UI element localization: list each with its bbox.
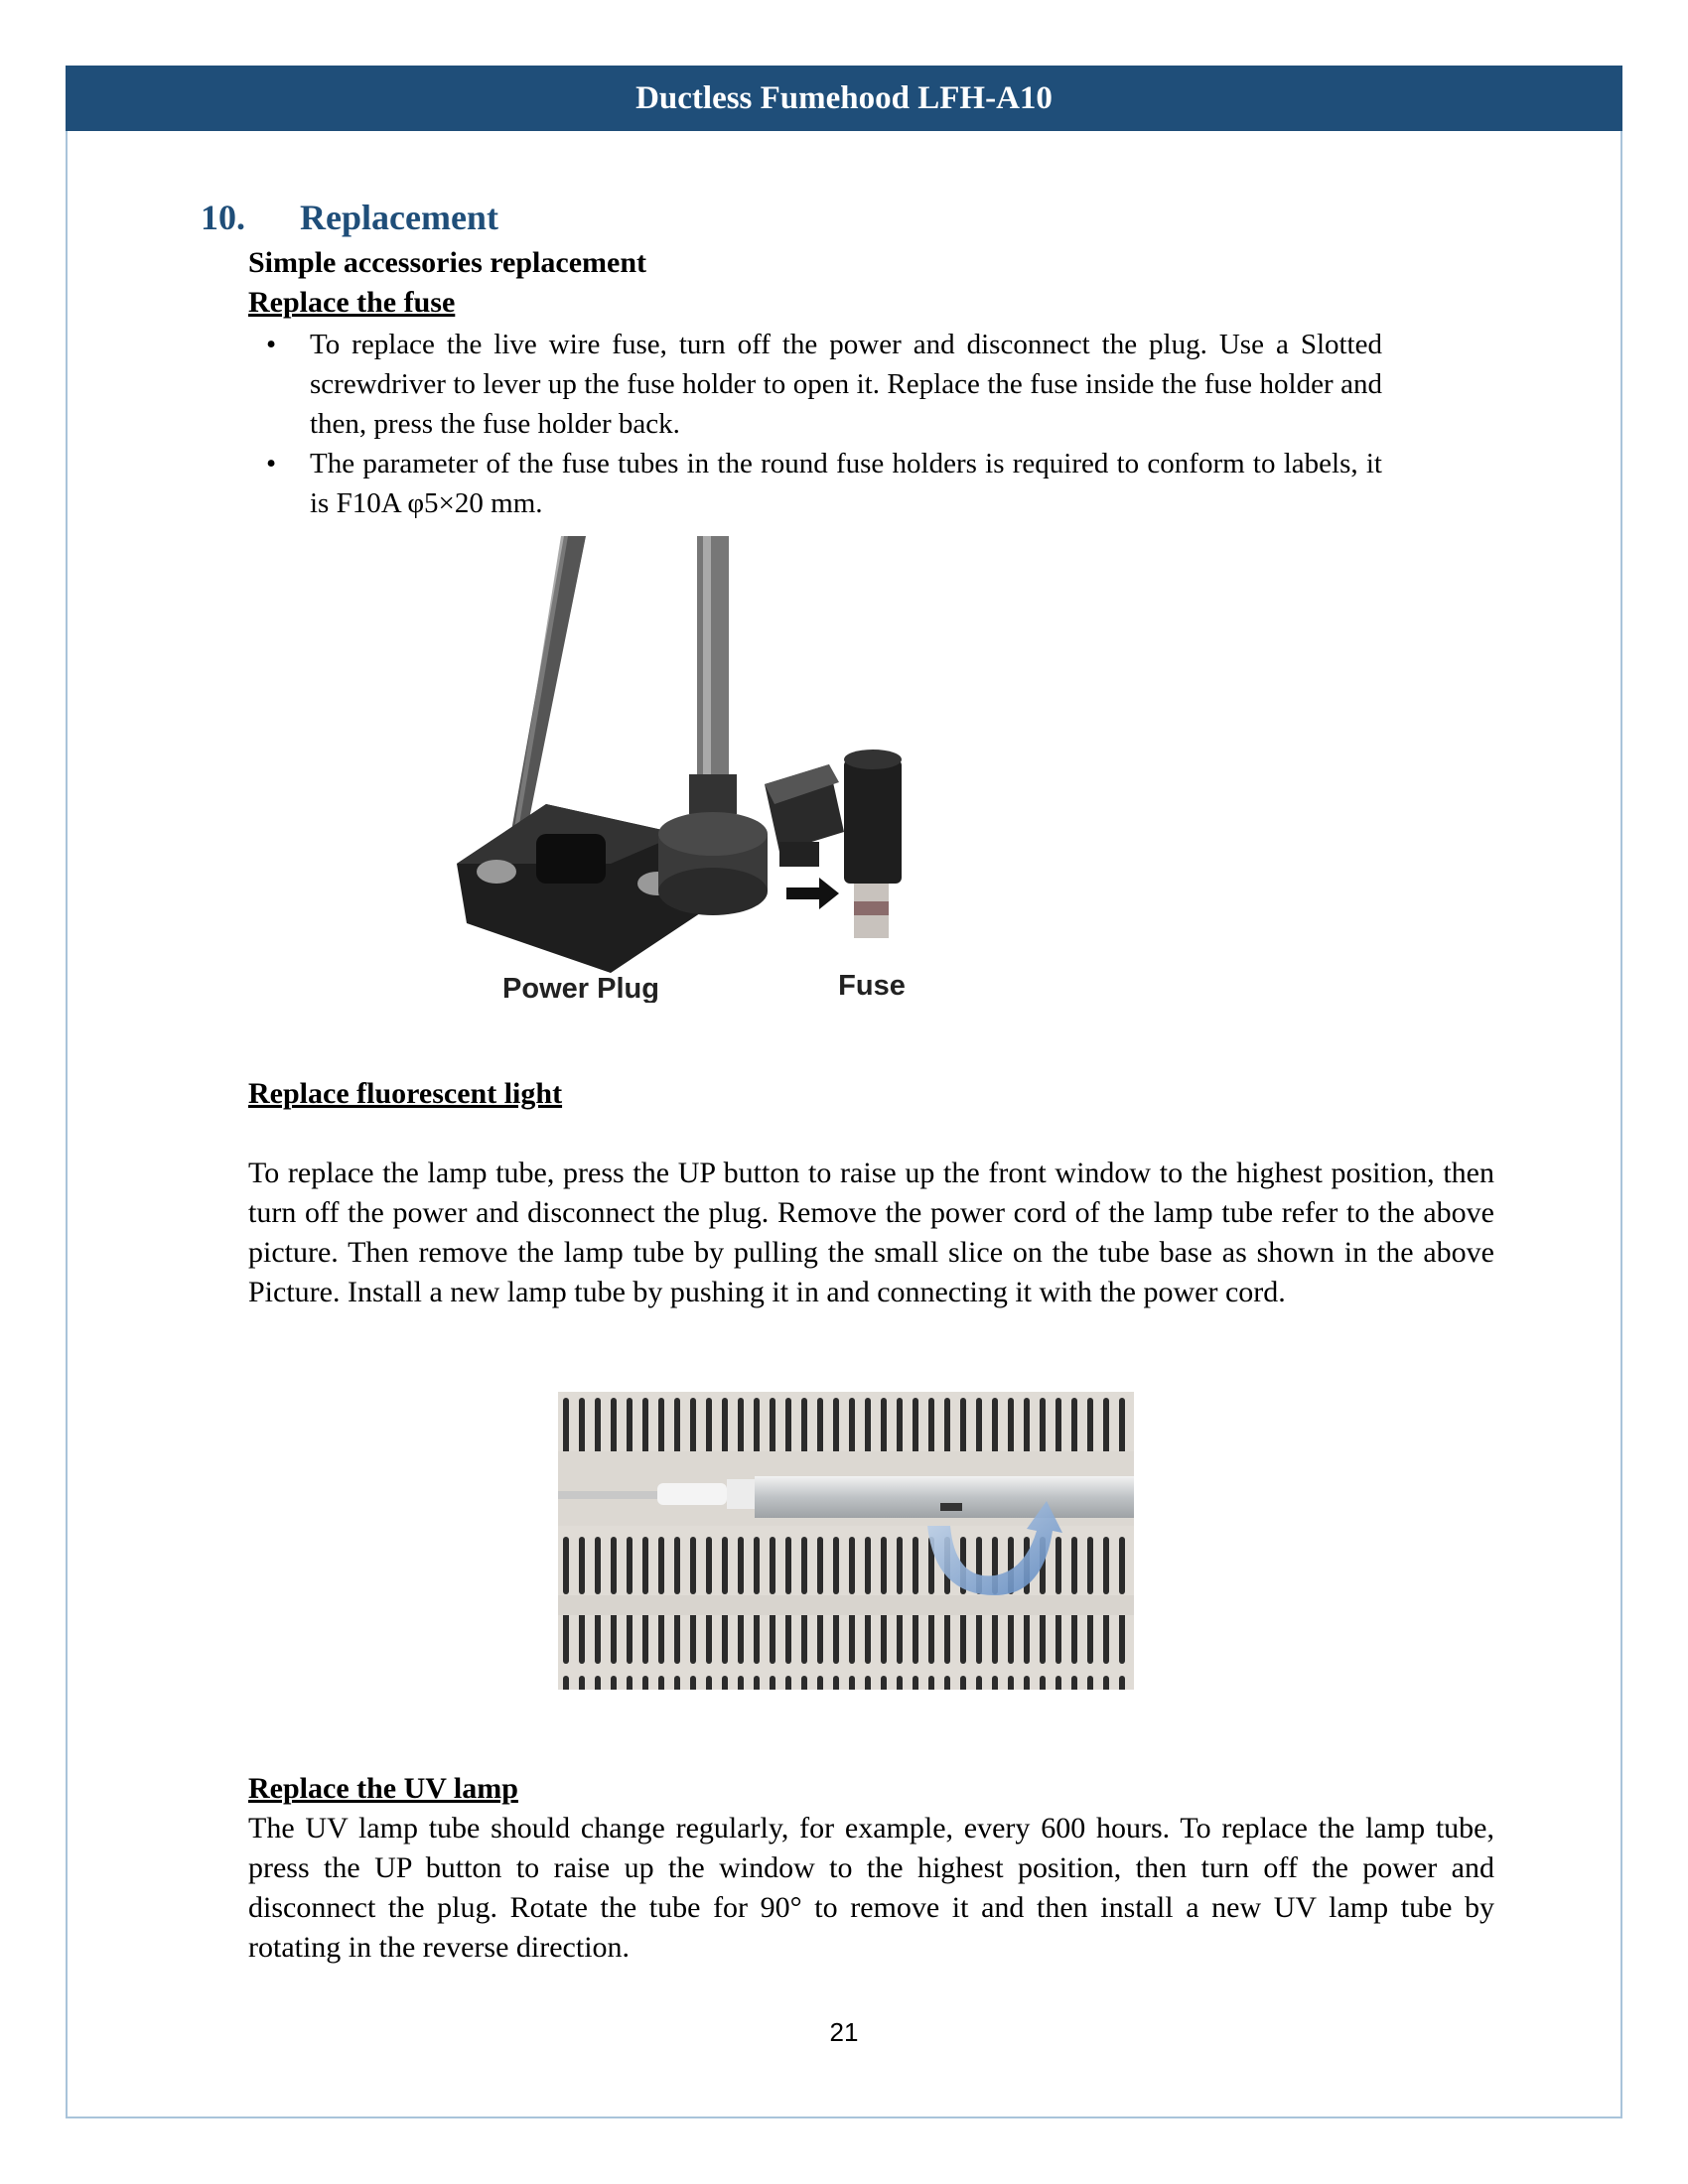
figure-label-power-plug: Power Plug [502, 973, 659, 1003]
fuse-bullet-list [260, 325, 1382, 523]
section-number: 10. [201, 198, 245, 237]
vent-slots-top [558, 1392, 1134, 1451]
vent-slots-bottom [558, 1615, 1134, 1690]
lamp-tube-figure [558, 1392, 1134, 1690]
uv-paragraph: The UV lamp tube should change regularly, for example, every 600 hours. To replace the lamp tube, press the UP button to raise up the window to the highest position, then turn off the power and disconnect the plug. Rotate the tube for 90° to remove it and then install a new UV lamp tube by rotating in the reverse direction. [248, 1812, 1494, 1964]
uv-heading: Replace the UV lamp [248, 1772, 518, 1805]
section-heading [201, 197, 498, 238]
screw-left [477, 860, 516, 884]
figure-label-fuse: Fuse [838, 970, 906, 1002]
page-header [66, 66, 1622, 131]
page-number: 21 [829, 2017, 859, 2047]
bullet-icon: • [266, 329, 277, 360]
tube-slice [940, 1503, 962, 1511]
lamp-tube [755, 1476, 1134, 1518]
list-item [260, 444, 1382, 523]
fuse-replacement-figure [437, 536, 1211, 1003]
list-item-text: To replace the live wire fuse, turn off the power and disconnect the plug. Use a Slotted screwdriver to lever up the fuse holder to open it. Replace the fuse inside the fuse holder and then, press the fuse holder back. [310, 329, 1382, 440]
list-item [260, 325, 1382, 444]
list-item-text: The parameter of the fuse tubes in the round fuse holders is required to conform to labels, it is F10A φ5×20 mm. [310, 448, 1382, 519]
subheading: Simple accessories replacement [248, 246, 647, 279]
fuse-cap [844, 759, 902, 884]
fluorescent-heading: Replace fluorescent light [248, 1077, 563, 1110]
section-title: Replacement [300, 198, 498, 237]
bullet-icon: • [266, 448, 277, 479]
threaded-rod [697, 536, 729, 779]
fluorescent-paragraph: To replace the lamp tube, press the UP button to raise up the front window to the highest position, then turn off the power and disconnect the plug. Remove the power cord of the lamp tube refer to the above picture. Then remove the lamp tube by pulling the small slice on the tube base as shown in the above Picture. Install a new lamp tube by pushing it in and connecting it with the power cord. [248, 1157, 1494, 1308]
header-title: Ductless Fumehood LFH-A10 [635, 79, 1053, 116]
arrow-icon [786, 878, 839, 909]
fuse-heading: Replace the fuse [248, 286, 456, 319]
